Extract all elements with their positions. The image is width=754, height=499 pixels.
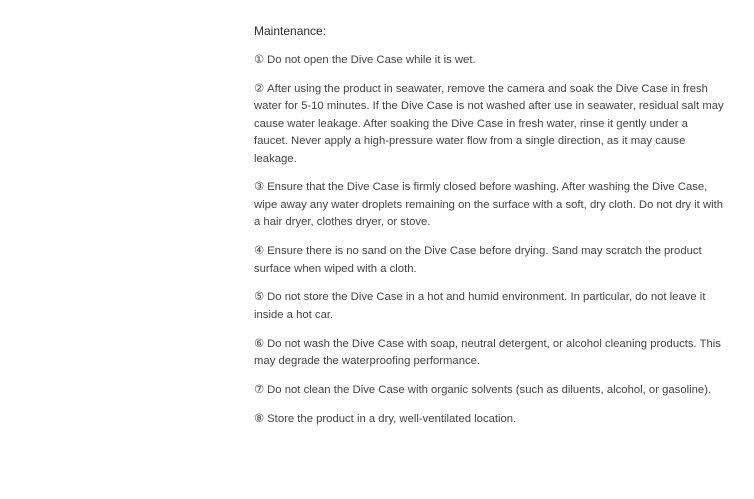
maintenance-item-5 [254,289,724,324]
maintenance-item-1 [254,52,724,69]
maintenance-item-6 [254,336,724,371]
maintenance-item-8 [254,411,724,428]
item-text: Do not wash the Dive Case with soap, neutral detergent, or alcohol cleaning products. This may degrade the waterproofing performance. [254,337,721,368]
item-number: ④ [254,245,265,258]
item-number: ⑧ [254,413,265,425]
item-number: ① [254,54,265,66]
item-text: Ensure that the Dive Case is firmly closed before washing. After washing the Dive Case, wipe away any water droplets remaining on the surface with a soft, dry cloth. Do not dry it with a hair dryer, clothes dryer, or stove. [254,181,724,229]
item-text: After using the product in seawater, remove the camera and soak the Dive Case in fresh water for 5-10 minutes. If the Dive Case is not washed after use in seawater, residual salt may cause water leakage. After soaking the Dive Case in fresh water, rinse it gently under a faucet. Never apply a high-pressure water flow from a single direction, as it may cause leakage. [254,82,724,165]
item-text: Do not store the Dive Case in a hot and humid environment. In particular, do not leave it inside a hot car. [254,291,706,321]
maintenance-section [254,23,724,440]
item-text: Do not clean the Dive Case with organic solvents (such as diluents, alcohol, or gasoline). [267,384,712,397]
maintenance-heading: Maintenance: [254,24,327,38]
item-number: ⑤ [254,291,265,304]
maintenance-item-7 [254,382,724,399]
item-number: ⑥ [254,337,265,350]
item-number: ③ [254,181,265,194]
item-text: Do not open the Dive Case while it is wet. [267,54,476,66]
item-text: Ensure there is no sand on the Dive Case before drying. Sand may scratch the product surface when wiped with a cloth. [254,245,702,275]
maintenance-item-2 [254,81,724,168]
maintenance-item-4 [254,243,724,278]
item-text: Store the product in a dry, well-ventilated location. [267,413,517,425]
item-number: ⑦ [254,384,265,397]
item-number: ② [254,82,265,95]
maintenance-item-3 [254,179,724,231]
